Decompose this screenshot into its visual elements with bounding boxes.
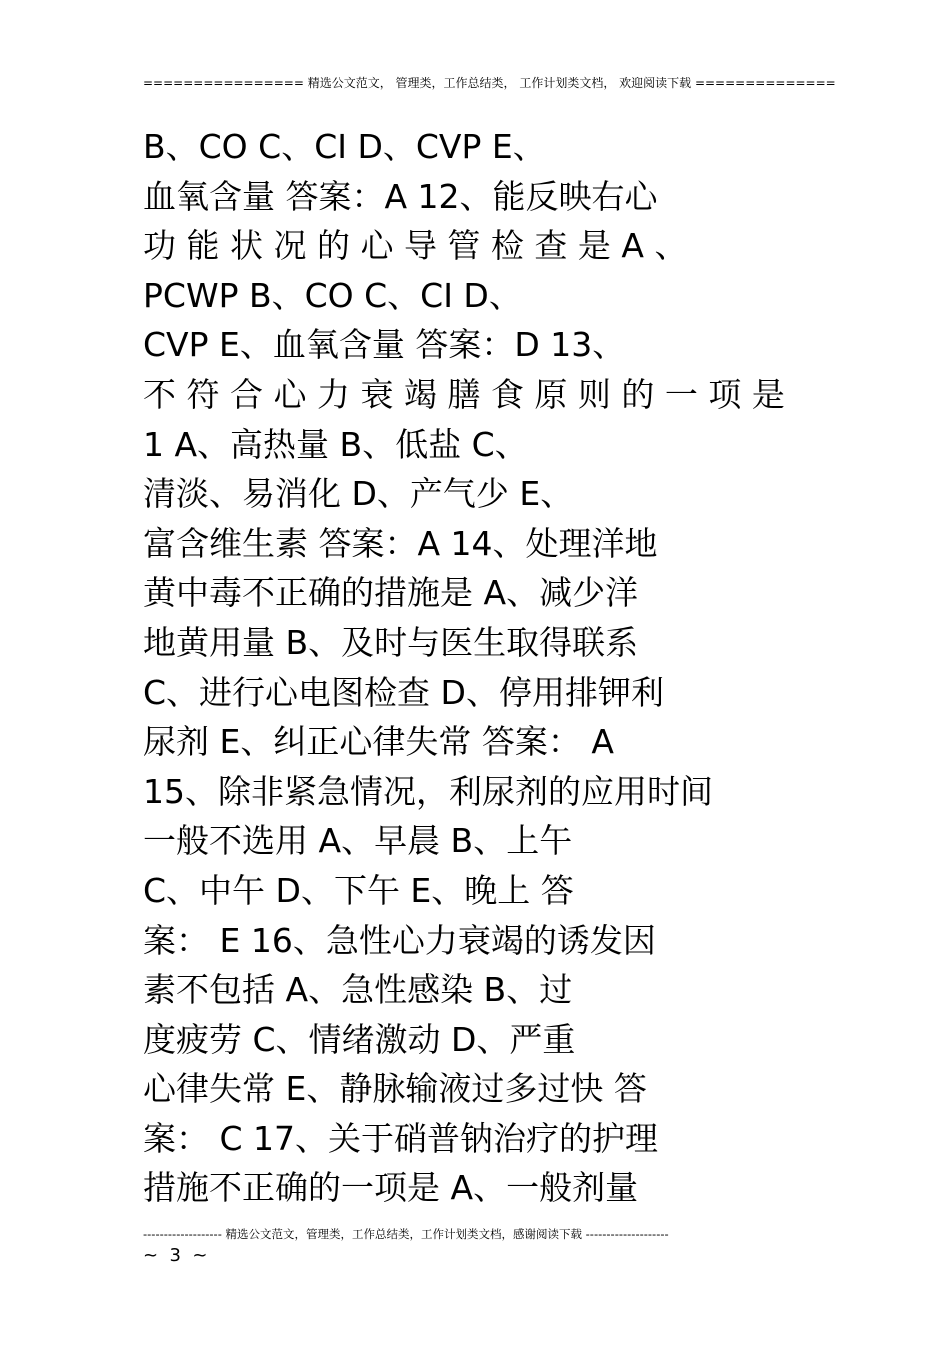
body-line: 血氧含量 答案：A 12、能反映右心 — [143, 176, 658, 216]
body-line: 尿剂 E、纠正心律失常 答案： A — [143, 722, 614, 762]
body-line: 富含维生素 答案：A 14、处理洋地 — [143, 523, 658, 563]
page-header: ================ 精选公文范文， 管理类，工作总结类， 工作计划类文档， 欢迎阅读下载 ============== — [143, 76, 836, 90]
body-line: 15、除非紧急情况，利尿剂的应用时间 — [143, 771, 713, 811]
body-line: C、进行心电图检查 D、停用排钾利 — [143, 672, 664, 712]
document-body — [143, 122, 813, 1213]
body-line: 1 A、高热量 B、低盐 C、 — [143, 424, 528, 464]
body-line: 地黄用量 B、及时与医生取得联系 — [143, 622, 639, 662]
body-line: 案： C 17、关于硝普钠治疗的护理 — [143, 1118, 659, 1158]
body-line: 案： E 16、急性心力衰竭的诱发因 — [143, 920, 656, 960]
body-line: 黄中毒不正确的措施是 A、减少洋 — [143, 573, 639, 613]
body-line: 心律失常 E、静脉输液过多过快 答 — [143, 1069, 647, 1109]
body-line: 功 能 状 况 的 心 导 管 检 查 是 A 、 — [143, 226, 688, 266]
page-footer: ------------------- 精选公文范文，管理类，工作总结类，工作计划类文档，感谢阅读下载 -------------------- — [143, 1227, 669, 1241]
body-line: B、CO C、CI D、CVP E、 — [143, 127, 546, 166]
body-line: 一般不选用 A、早晨 B、上午 — [143, 821, 573, 861]
body-line: 不 符 合 心 力 衰 竭 膳 食 原 则 的 一 项 是 — [143, 374, 785, 414]
body-line: CVP E、血氧含量 答案：D 13、 — [143, 325, 626, 365]
page-number: ~ 3 ~ — [143, 1245, 208, 1266]
body-line: 素不包括 A、急性感染 B、过 — [143, 970, 573, 1010]
body-line: C、中午 D、下午 E、晚上 答 — [143, 870, 574, 910]
body-line: PCWP B、CO C、CI D、 — [143, 275, 522, 315]
body-line: 措施不正确的一项是 A、一般剂量 — [143, 1168, 639, 1208]
body-line: 清淡、易消化 D、产气少 E、 — [143, 474, 574, 514]
body-line: 度疲劳 C、情绪激动 D、严重 — [143, 1019, 576, 1059]
